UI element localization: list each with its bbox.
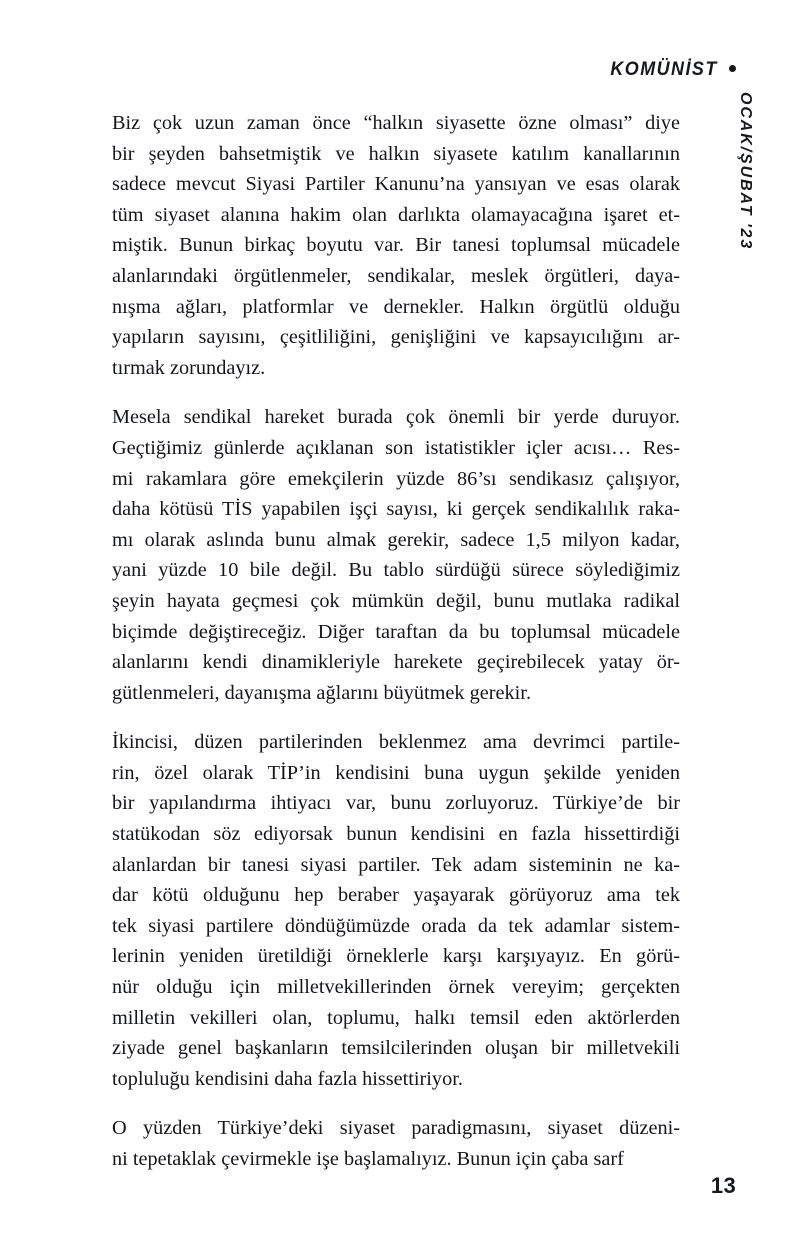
running-head-title: KOMÜNİST <box>610 57 718 80</box>
body-line: nür olduğu için milletvekillerinden örnek vereyim; gerçekten <box>112 976 680 999</box>
body-line: statükodan söz ediyorsak bunun kendisini en fazla hissettirdiği <box>112 823 680 846</box>
body-line: dar kötü olduğunu hep beraber yaşayarak görüyoruz ama tek <box>112 884 680 907</box>
body-line: Mesela sendikal hareket burada çok önemli bir yerde duruyor. <box>112 406 680 429</box>
body-line: ni tepetaklak çevirmekle işe başlamalıyız. Bunun için çaba sarf <box>112 1148 624 1170</box>
body-line: alanlarını kendi dinamikleriyle harekete geçirebilecek yatay ör- <box>112 651 680 674</box>
body-line: tüm siyaset alanına hakim olan darlıkta olamayacağına işaret et- <box>112 203 680 226</box>
body-line: gütlenmeleri, dayanışma ağlarını büyütmek gerekir. <box>112 681 532 704</box>
body-paragraph <box>112 108 680 383</box>
issue-date-label: OCAK/ŞUBAT '23 <box>737 92 754 251</box>
body-line: lerinin yeniden üretildiği örneklerle karşı karşıyayız. En görü- <box>112 945 680 968</box>
body-line: biçimde değiştireceğiz. Diğer taraftan da bu toplumsal mücadele <box>112 620 680 643</box>
body-line: ziyade genel başkanların temsilcilerinden oluşan bir milletvekili <box>112 1037 680 1060</box>
body-line: mı olarak aslında bunu almak gerekir, sadece 1,5 milyon kadar, <box>112 528 680 551</box>
body-paragraph <box>112 727 680 1094</box>
body-line: milletin vekilleri olan, toplumu, halkı temsil eden aktörlerden <box>112 1006 680 1029</box>
body-line: İkincisi, düzen partilerinden beklenmez ama devrimci partile- <box>112 731 680 754</box>
body-line: rin, özel olarak TİP’in kendisini buna uygun şekilde yeniden <box>112 761 680 784</box>
page-number: 13 <box>710 1173 736 1198</box>
body-text-column <box>112 108 680 1175</box>
body-paragraph <box>112 1113 680 1174</box>
body-line: yani yüzde 10 bile değil. Bu tablo sürdüğü sürece söylediğimiz <box>112 559 680 582</box>
body-line: tek siyasi partilere döndüğümüzde orada da tek adamlar sistem- <box>112 914 680 937</box>
body-line: topluluğu kendisini daha fazla hissettiriyor. <box>112 1067 463 1090</box>
issue-date-tab <box>732 92 758 262</box>
body-line: O yüzden Türkiye’deki siyaset paradigmasını, siyaset düzeni- <box>112 1117 680 1140</box>
body-line: nışma ağları, platformlar ve dernekler. Halkın örgütlü olduğu <box>112 295 680 318</box>
body-line: alanlarındaki örgütlenmeler, sendikalar, meslek örgütleri, daya- <box>112 264 680 287</box>
body-line: Geçtiğimiz günlerde açıklanan son istatistikler içler acısı… Res- <box>112 436 680 459</box>
body-line: alanlardan bir tanesi siyasi partiler. Tek adam sisteminin ne ka- <box>112 853 680 876</box>
body-paragraph <box>112 402 680 708</box>
body-line: şeyin hayata geçmesi çok mümkün değil, bunu mutlaka radikal <box>112 589 680 612</box>
running-head <box>601 56 736 82</box>
body-line: miştik. Bunun birkaç boyutu var. Bir tanesi toplumsal mücadele <box>112 234 680 257</box>
body-line: tırmak zorundayız. <box>112 356 266 379</box>
body-line: daha kötüsü TİS yapabilen işçi sayısı, ki gerçek sendikalılık raka- <box>112 498 680 521</box>
body-line: bir şeyden bahsetmiştik ve halkın siyasete katılım kanallarının <box>112 142 680 165</box>
body-line: Biz çok uzun zaman önce “halkın siyasette özne olması” diye <box>112 112 680 134</box>
body-line: bir yapılandırma ihtiyacı var, bunu zorluyoruz. Türkiye’de bir <box>112 792 680 815</box>
bullet-dot-icon <box>729 65 736 72</box>
body-line: mi rakamlara göre emekçilerin yüzde 86’sı sendikasız çalışıyor, <box>112 467 680 490</box>
body-line: sadece mevcut Siyasi Partiler Kanunu’na yansıyan ve esas olarak <box>112 173 680 196</box>
body-line: yapıların sayısını, çeşitliliğini, genişliğini ve kapsayıcılığını ar- <box>112 326 680 349</box>
